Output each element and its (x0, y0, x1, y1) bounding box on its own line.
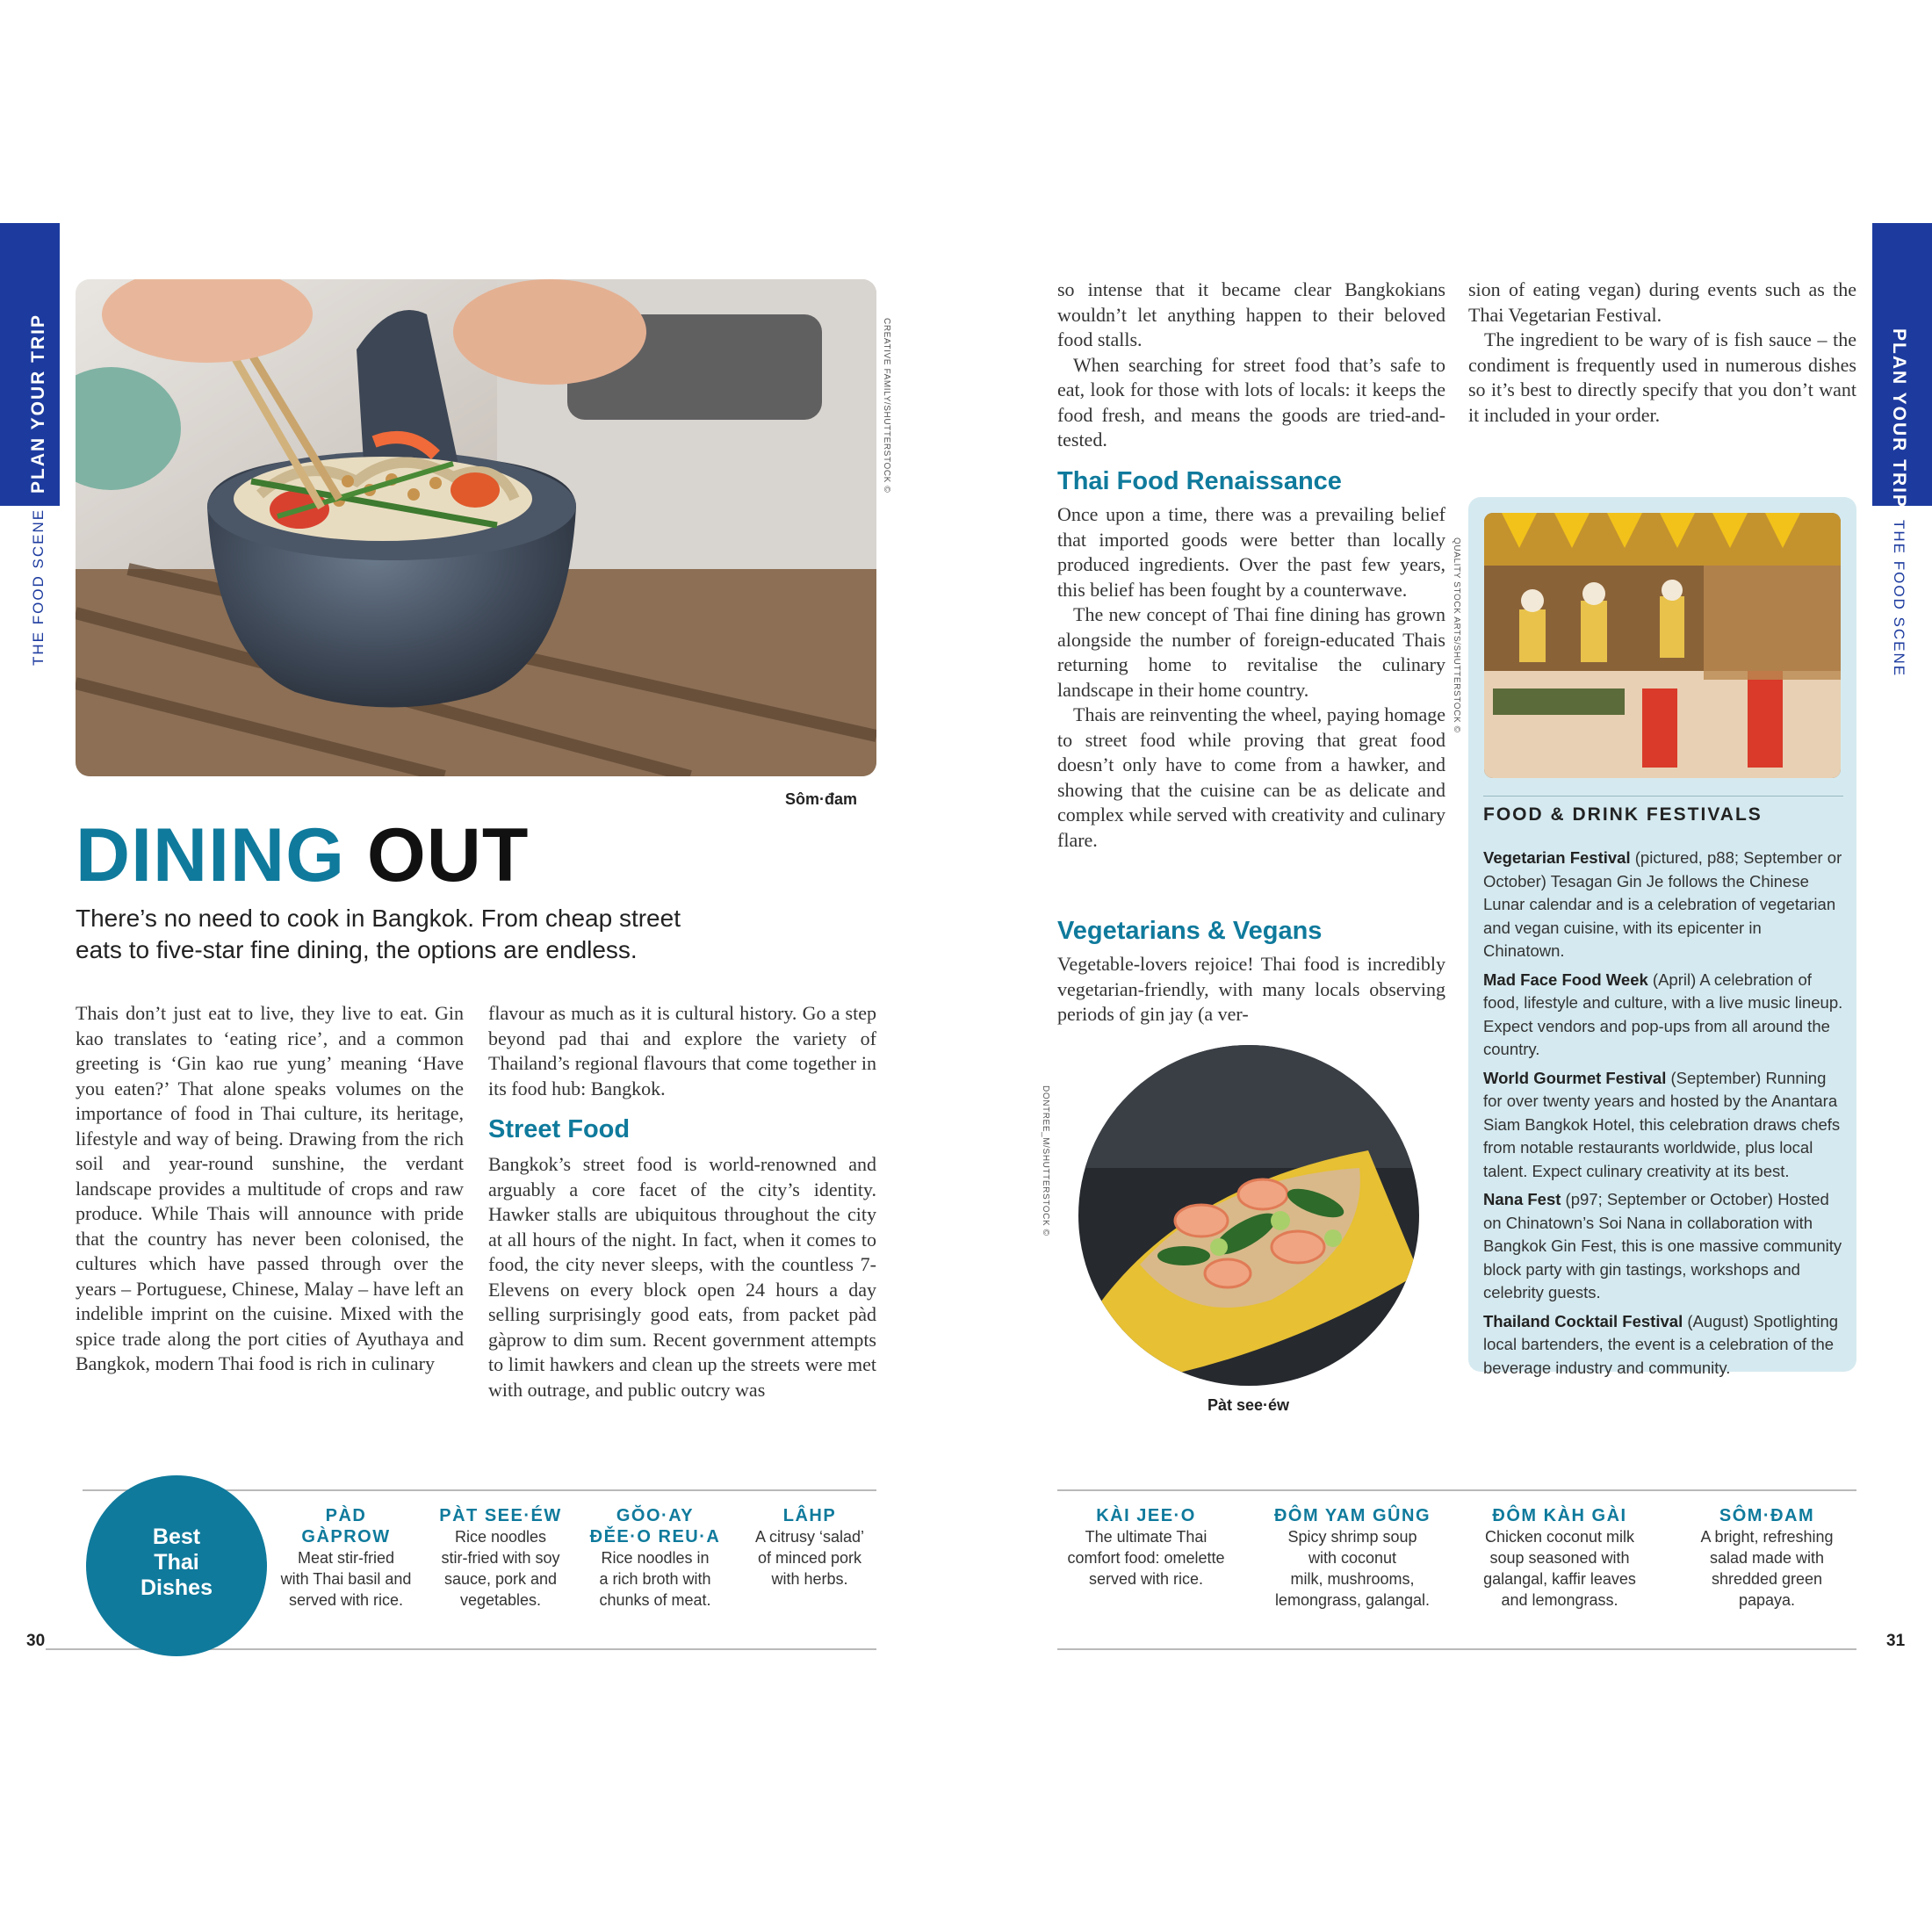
dish-item (269, 1505, 423, 1611)
left-column-1 (76, 1001, 464, 1377)
standfirst (76, 903, 681, 966)
page-number-right: 31 (1886, 1632, 1906, 1650)
festivals-divider (1483, 796, 1843, 797)
dish-description: A citrusy ‘salad’ of minced pork with herbs. (754, 1528, 865, 1588)
dish-item (732, 1505, 887, 1590)
dish-item (1669, 1505, 1865, 1611)
dish-description: A bright, refreshing salad made with shredded green papaya. (1700, 1528, 1834, 1609)
badge-line: Dishes (141, 1575, 213, 1600)
title-word-dining: DINING (76, 813, 345, 898)
dish-item (1461, 1505, 1658, 1611)
festival-name: World Gourmet Festival (1483, 1068, 1667, 1087)
vegetarian-text (1057, 952, 1445, 1027)
dish-description: The ultimate Thai comfort food: omelette served with rice. (1067, 1528, 1225, 1588)
photo-credit-main: CREATIVE FAMILY/SHUTTERSTOCK © (882, 318, 891, 494)
photo-credit-plate: DONTREE_M/SHUTTERSTOCK © (1041, 1085, 1050, 1236)
dish-name: PÀT SEE·ÉW (439, 1506, 562, 1525)
festival-desc: (p97; September or October) Hosted on Chinatown’s Soi Nana in collaboration with Bangkok Gin Fest, this is one massive community block party with gin tastings, workshops and celebrity guests. (1483, 1190, 1842, 1301)
festival-desc: (April) A celebration of food, lifestyle and culture, with a live music lineup. Expect vendors and pop-ups from all around the country. (1483, 970, 1843, 1058)
dish-name: ĐÔM YAM GÛNG (1273, 1506, 1431, 1525)
right-column-1-top (1057, 278, 1445, 453)
dish-item (1045, 1505, 1247, 1590)
renaissance-heading: Thai Food Renaissance (1057, 467, 1342, 495)
vegetarian-heading: Vegetarians & Vegans (1057, 917, 1323, 945)
main-photo-som-tam (76, 279, 876, 776)
plate-photo-pat-see-ew (1078, 1045, 1419, 1386)
dish-name: SÔM·ĐAM (1719, 1506, 1815, 1525)
photo-caption-plate: Pàt see·éw (1208, 1396, 1290, 1414)
dish-name: GŎO·AY ĐĚE·O REU·A (589, 1506, 721, 1546)
section-tab-label-left: PLAN YOUR TRIP (28, 314, 48, 494)
street-food-paragraph: Bangkok’s street food is world-renowned and arguably a core facet of the city’s identity. Hawker stalls are ubiquitous throughout the city at all hours of the night. In fact, when it comes to food, the city never sleeps, with the countless 7-Elevens on every block open 24 hours a day selling surprisingly good eats, from packet pàd gàprow to dim sum. Recent government attempts to limit hawkers and clean up the streets were met with outrage, and public outcry was (488, 1153, 876, 1401)
street-food-paragraph-continued: so intense that it became clear Bangkokians wouldn’t let anything happen to their beloved food stalls. (1057, 278, 1445, 350)
standfirst-line-2: eats to five-star fine dining, the options are endless. (76, 936, 638, 963)
best-dishes-badge-label (86, 1525, 267, 1601)
renaissance-paragraph-2: The new concept of Thai fine dining has grown alongside the number of foreign-educated Thais returning home to revitalise the culinary landscape in their home country. (1057, 603, 1445, 701)
market-photo (1484, 513, 1841, 778)
festivals-list (1483, 847, 1843, 1385)
festival-item (1483, 1067, 1843, 1184)
dish-description: Spicy shrimp soup with coconut milk, mushrooms, lemongrass, galangal. (1274, 1528, 1431, 1609)
festival-desc: (pictured, p88; September or October) Tesagan Gin Je follows the Chinese Lunar calendar and is a celebration of vegetarian and vegan cuisine, with its epicenter in Chinatown. (1483, 848, 1842, 960)
festival-item (1483, 969, 1843, 1062)
right-column-2-top (1468, 278, 1856, 428)
dish-name: ĐÔM KÀH GÀI (1492, 1506, 1627, 1525)
fish-sauce-paragraph: The ingredient to be wary of is fish sauce – the condiment is frequently used in numerous dishes so it’s best to directly specify that you don’t want it included in your order. (1468, 328, 1856, 426)
street-food-text (488, 1152, 876, 1402)
page-title (76, 811, 529, 899)
standfirst-line-1: There’s no need to cook in Bangkok. From cheap street (76, 905, 681, 932)
badge-line: Best (152, 1525, 201, 1549)
dish-description: Meat stir-fried with Thai basil and served with rice. (280, 1549, 412, 1609)
festival-name: Thailand Cocktail Festival (1483, 1311, 1683, 1330)
renaissance-paragraph-3: Thais are reinventing the wheel, paying homage to street food while proving that great food doesn’t only have to come from a hawker, and showing that the cuisine can be as delicate and complex while served with creativity and culinary flare. (1057, 703, 1445, 851)
street-food-heading: Street Food (488, 1115, 631, 1143)
safe-street-food-paragraph: When searching for street food that’s safe to eat, look for those with lots of locals: it keeps the food fresh, and means the goods are tried-and-tested. (1057, 353, 1445, 451)
title-word-out: OUT (366, 813, 530, 898)
dish-name: LÂHP (782, 1506, 837, 1525)
intro-paragraph-continued: flavour as much as it is cultural history. Go a step beyond pad thai and explore the variety of Thailand’s regional flavours that come together in its food hub: Bangkok. (488, 1002, 876, 1099)
footer-rule-right (1057, 1648, 1856, 1650)
dish-description: Rice noodles stir-fried with soy sauce, pork and vegetables. (441, 1528, 560, 1609)
festival-item (1483, 1188, 1843, 1305)
page-number-left: 30 (26, 1632, 46, 1650)
chapter-label-right: THE FOOD SCENE (1891, 520, 1907, 678)
badge-line: Thai (154, 1550, 199, 1575)
dish-name: PÀD GÀPROW (301, 1506, 391, 1546)
festivals-title: FOOD & DRINK FESTIVALS (1483, 804, 1763, 825)
photo-credit-market: QUALITY STOCK ARTS/SHUTTERSTOCK © (1452, 537, 1461, 733)
chapter-label-left: THE FOOD SCENE (30, 508, 47, 666)
vegetarian-paragraph: Vegetable-lovers rejoice! Thai food is incredibly vegetarian-friendly, with many locals observing periods of gin jay (a ver- (1057, 953, 1445, 1025)
dishes-top-rule-right (1057, 1489, 1856, 1491)
renaissance-paragraph-1: Once upon a time, there was a prevailing belief that imported goods were better than locally produced ingredients. Over the past few years, this belief has been fought by a counterwave. (1057, 503, 1445, 601)
dish-description: Chicken coconut milk soup seasoned with galangal, kaffir leaves and lemongrass. (1483, 1528, 1636, 1609)
festival-item (1483, 847, 1843, 963)
festival-item (1483, 1310, 1843, 1381)
festival-desc: (September) Running for over twenty years and hosted by the Anantara Siam Bangkok Hotel, this celebration draws chefs from notable restaurants worldwide, plus local talent. Expect culinary creativity at its best. (1483, 1068, 1841, 1180)
dish-item (578, 1505, 732, 1611)
festival-name: Mad Face Food Week (1483, 970, 1648, 989)
renaissance-text (1057, 502, 1445, 853)
festival-desc: (August) Spotlighting local bartenders, the event is a celebration of the beverage industry and community. (1483, 1311, 1839, 1377)
section-tab-label-right: PLAN YOUR TRIP (1889, 328, 1909, 508)
intro-paragraph: Thais don’t just eat to live, they live to eat. Gin kao translates to ‘eating rice’, and a common greeting is ‘Gin kao rue yung’ meaning ‘Have you eaten?’ That alone speaks volumes on the importance of food in Thai culture, its heritage, lifestyle and way of being. Drawing from the rich soil and year-round sunshine, the verdant landscape provides a multitude of crops and raw produce. While Thais will announce with pride that the country has never been colonised, the cultures which have passed through over the years – Portuguese, Chinese, Malay – have left an indelible imprint on the cuisine. Mixed with the spice trade along the port cities of Ayuthaya and Bangkok, modern Thai food is rich in culinary (76, 1002, 464, 1374)
dish-description: Rice noodles in a rich broth with chunks of meat. (599, 1549, 711, 1609)
dish-item (423, 1505, 578, 1611)
vegetarian-paragraph-continued: sion of eating vegan) during events such as the Thai Vegetarian Festival. (1468, 278, 1856, 326)
photo-caption-main: Sôm·đam (785, 790, 858, 808)
left-column-2 (488, 1001, 876, 1101)
dish-name: KÀI JEE·O (1096, 1506, 1196, 1525)
festival-name: Vegetarian Festival (1483, 848, 1631, 867)
dish-item (1254, 1505, 1451, 1611)
festival-name: Nana Fest (1483, 1190, 1561, 1208)
